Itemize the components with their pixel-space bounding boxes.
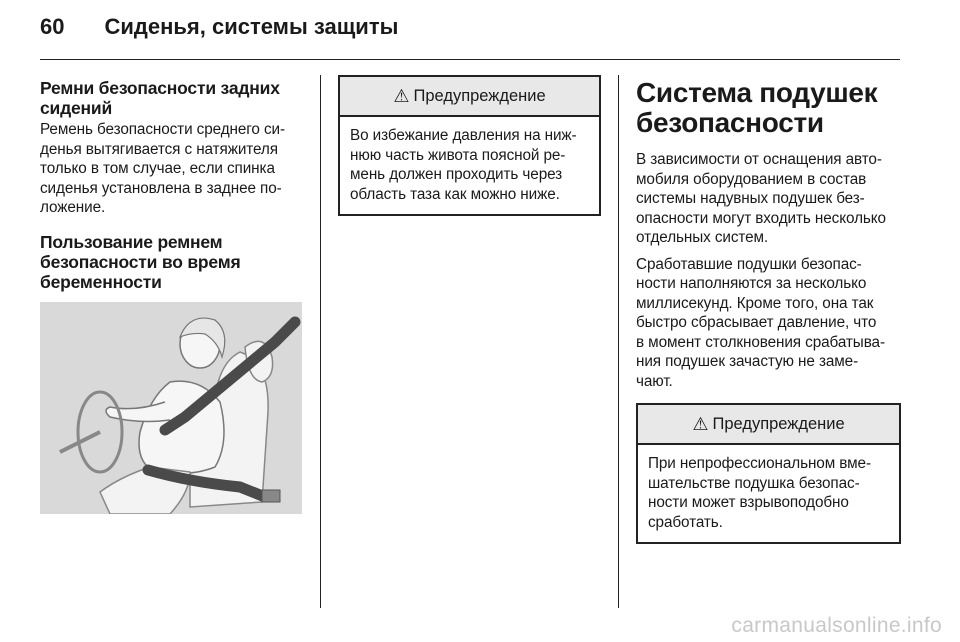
text-line: При непрофессиональном вме- (648, 455, 871, 472)
text-line: ности наполняются за несколько (636, 275, 867, 292)
text-line: мень должен проходить через (350, 166, 563, 183)
text-line: миллисекунд. Кроме того, она так (636, 294, 874, 312)
text-line: сиденья установлена в заднее по- (40, 179, 282, 197)
text-line: чают. (636, 372, 673, 390)
watermark: carmanualsonline.info (731, 614, 942, 637)
text-line: быстро сбрасывает давление, что (636, 314, 877, 331)
text-line: опасности могут входить несколько (636, 209, 886, 227)
title-line: Пользование ремнем (40, 231, 223, 252)
airbag-system-title (636, 78, 901, 138)
text-line: денья вытягивается с натяжителя (40, 140, 278, 158)
warning-header (638, 405, 899, 445)
pregnancy-warning-box (338, 75, 601, 216)
text-line: системы надувных подушек без- (636, 190, 865, 207)
column-divider-1 (320, 75, 321, 608)
section-title-rear-belts (40, 78, 305, 118)
airbag-intro-text (636, 150, 901, 248)
warning-triangle-icon: ⚠ (692, 414, 709, 434)
text-line: Ремень безопасности среднего си- (40, 121, 285, 138)
page-number: 60 (40, 14, 65, 39)
page-header (40, 14, 398, 48)
left-column (40, 78, 305, 514)
text-line: нюю часть живота поясной ре- (350, 146, 566, 164)
airbag-deploy-text (636, 255, 901, 392)
text-line: мобиля оборудованием в состав (636, 170, 867, 188)
text-line: Во избежание давления на ниж- (350, 127, 577, 144)
warning-triangle-icon: ⚠ (393, 86, 410, 106)
title-line: беременности (40, 271, 162, 292)
text-line: шательстве подушка безопас- (648, 474, 860, 492)
middle-column (338, 75, 601, 216)
text-line: ложение. (40, 199, 106, 216)
warning-title: Предупреждение (413, 86, 546, 105)
airbag-warning-box (636, 403, 901, 544)
text-line: ности может взрывоподобно (648, 494, 849, 511)
warning-title: Предупреждение (712, 414, 845, 433)
warning-body (340, 117, 599, 214)
warning-body (638, 445, 899, 542)
text-line: В зависимости от оснащения авто- (636, 151, 882, 168)
section-title-pregnancy (40, 232, 305, 292)
text-line: Сработавшие подушки безопас- (636, 255, 862, 273)
text-line: только в том случае, если спинка (40, 160, 275, 177)
right-column (636, 78, 901, 544)
title-line: Система подушек (636, 77, 878, 108)
title-line: Ремни безопасности задних (40, 78, 280, 98)
header-divider (40, 59, 900, 60)
title-line: безопасности (636, 107, 824, 138)
warning-header (340, 77, 599, 117)
title-line: безопасности во время (40, 251, 241, 272)
text-line: в момент столкновения срабатыва- (636, 333, 885, 351)
title-line: сидений (40, 98, 113, 118)
column-divider-2 (618, 75, 619, 608)
text-line: сработать. (648, 513, 723, 531)
text-line: область таза как можно ниже. (350, 185, 560, 203)
pregnant-belt-illustration (40, 302, 302, 514)
page-title: Сиденья, системы защиты (104, 14, 399, 39)
pregnant-woman-seatbelt-drawing (40, 302, 302, 514)
rear-belts-text (40, 120, 305, 218)
text-line: отдельных систем. (636, 229, 769, 246)
text-line: ния подушек зачастую не заме- (636, 353, 859, 370)
